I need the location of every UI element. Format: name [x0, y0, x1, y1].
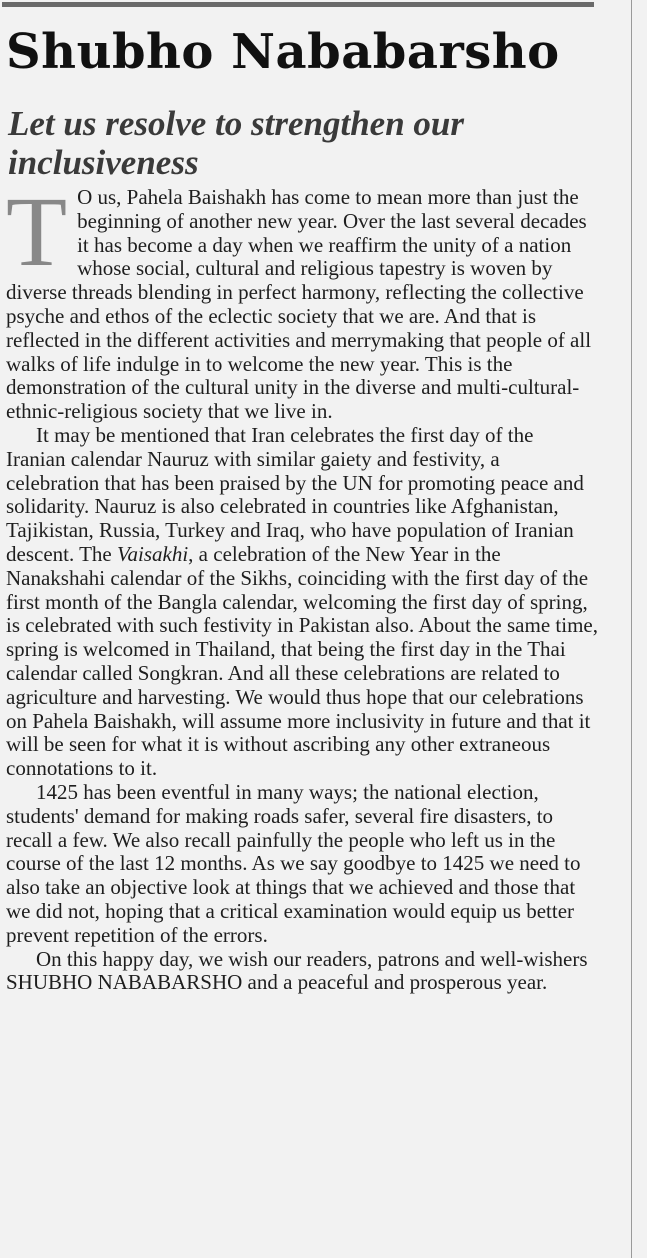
column-rule: [631, 0, 632, 1258]
paragraph-2-text-b: , a celebration of the New Year in the Nanakshahi calendar of the Sikhs, coinciding with the first day of the first month of the Bangla calendar, welcoming the first day of spring, is celebrated with such festivity in Pakistan also. About the same time, spring is welcomed in Thailand, that being the first day in the Thai calendar called Songkran. And all these celebrations are related to agriculture and harvesting. We would thus hope that our celebrations on Pahela Baishakh, will assume more inclusivity in future and that it will be seen for what it is without ascribing any other extraneous connotations to it.: [6, 541, 598, 781]
paragraph-1: [6, 176, 598, 424]
subhead: Let us resolve to strengthen our inclusiveness: [8, 104, 465, 182]
paragraph-3: 1425 has been eventful in many ways; the national election, students' demand for making roads safer, several fire disasters, to recall a few. We also recall painfully the people who left us in the course of the last 12 months. As we say goodbye to 1425 we need to also take an objective look at things that we achieved and those that we did not, hoping that a critical examination would equip us better prevent repetition of the errors.: [6, 779, 581, 947]
article-body: [6, 176, 598, 995]
paragraph-2: [6, 424, 598, 781]
top-rule: [2, 2, 594, 7]
paragraph-2-text-a: It may be mentioned that Iran celebrates the first day of the Iranian calendar Nauruz with similar gaiety and festivity, a celebration that has been praised by the UN for promoting peace and solidarity. Nauruz is also celebrated in countries like Afghanistan, Tajikistan, Russia, Turkey and Iraq, who have population of Iranian descent. The: [6, 422, 584, 566]
editorial-article: [6, 22, 598, 995]
paragraph-1-text: O us, Pahela Baishakh has come to mean more than just the beginning of another new year. Over the last several decades it has become a day when we reaffirm the unity of a nation whose social, cultural and religious tapestry is woven by diverse threads blending in perfect harmony, reflecting the collective psyche and ethos of the eclectic society that we are. And that is reflected in the different activities and merrymaking that people of all walks of life indulge in to welcome the new year. This is the demonstration of the cultural unity in the diverse and multi-cultural-ethnic-religious society that we live in.: [6, 185, 592, 424]
headline: Shubho Nababarsho: [6, 24, 560, 80]
drop-cap: T: [6, 176, 68, 287]
paragraph-2-italic: Vaisakhi: [117, 541, 189, 566]
paragraph-4: On this happy day, we wish our readers, patrons and well-wishers SHUBHO NABABARSHO and a peaceful and prosperous year.: [6, 946, 588, 995]
